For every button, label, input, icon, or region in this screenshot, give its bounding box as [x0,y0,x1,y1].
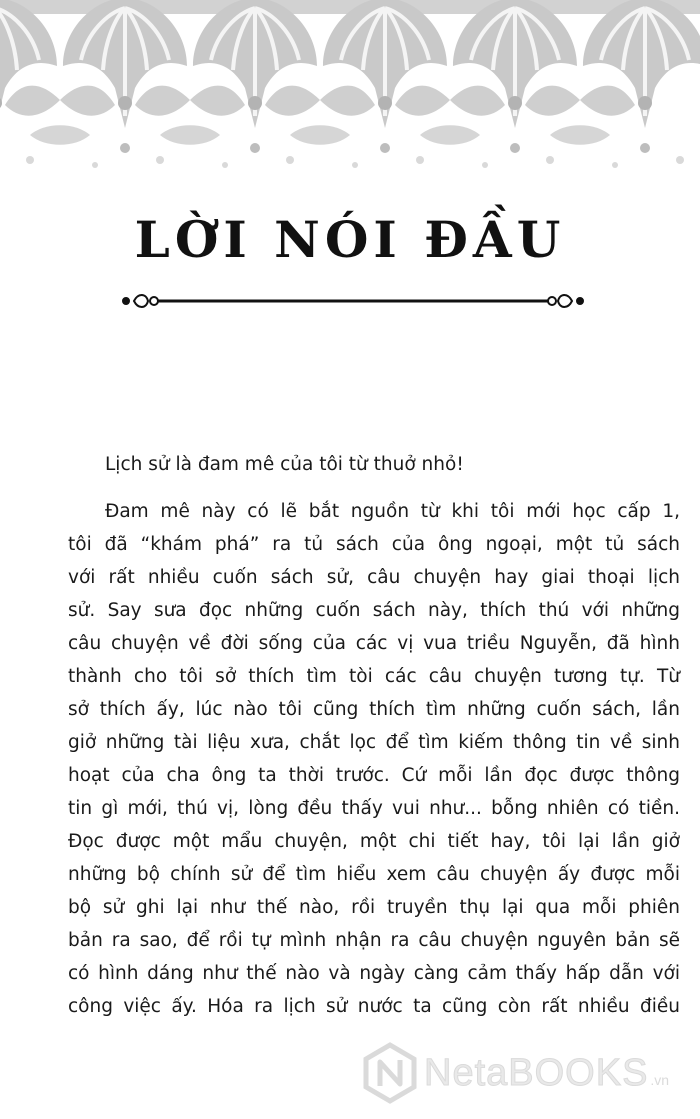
text-line: với rất nhiều cuốn sách sử, câu chuyện hay giai thoại lịch [68,567,680,588]
netabooks-watermark [362,1040,692,1106]
text-line: Đam mê này có lẽ bắt nguồn từ khi tôi mới học cấp 1, [105,501,680,522]
text-line: giở những tài liệu xưa, chắt lọc để tìm kiếm thông tin về sinh [68,732,680,753]
title-divider-ornament [118,287,588,315]
text-line: sử. Say sưa đọc những cuốn sách này, thích thú với những [68,600,680,621]
paragraph [68,495,680,1023]
text-line: câu chuyện về đời sống của các vị vua triều Nguyễn, đã hình [68,633,680,654]
text-line: bản ra sao, để rồi tự mình nhận ra câu chuyện nguyên bản sẽ [68,930,680,951]
text-line: thành cho tôi sở thích tìm tòi các câu chuyện tương tự. Từ [68,666,680,687]
paragraph [68,448,680,481]
text-line: công việc ấy. Hóa ra lịch sử nước ta cũng còn rất nhiều điều [68,996,680,1017]
page-title: LỜI NÓI ĐẦU [134,210,566,269]
text-line: Đọc được một mẩu chuyện, một chi tiết hay, tôi lại lần giở [68,831,680,852]
text-line: tôi đã “khám phá” ra tủ sách của ông ngoại, một tủ sách [68,534,680,555]
text-line: những bộ chính sử để tìm hiểu xem câu chuyện ấy được mỗi [68,864,680,885]
neta-hexagon-logo-icon [362,1042,418,1104]
text-line: bộ sử ghi lại như thế nào, rồi truyền thụ lại qua mỗi phiên [68,897,680,918]
text-line: Lịch sử là đam mê của tôi từ thuở nhỏ! [105,454,464,475]
lace-border-ornament [0,0,700,180]
text-line: hoạt của cha ông ta thời trước. Cứ mỗi lần đọc được thông [68,765,680,786]
watermark-tld: .vn [650,1072,670,1088]
text-line: có hình dáng như thế nào và ngày càng cảm thấy hấp dẫn với [68,963,680,984]
watermark-brand: NetaBOOKS [424,1051,649,1094]
text-line: tin gì mới, thú vị, lòng đều thấy vui như... bỗng nhiên có tiền. [68,798,680,819]
preface-body [68,448,680,1023]
text-line: sở thích ấy, lúc nào tôi cũng thích tìm những cuốn sách, lần [68,699,680,720]
